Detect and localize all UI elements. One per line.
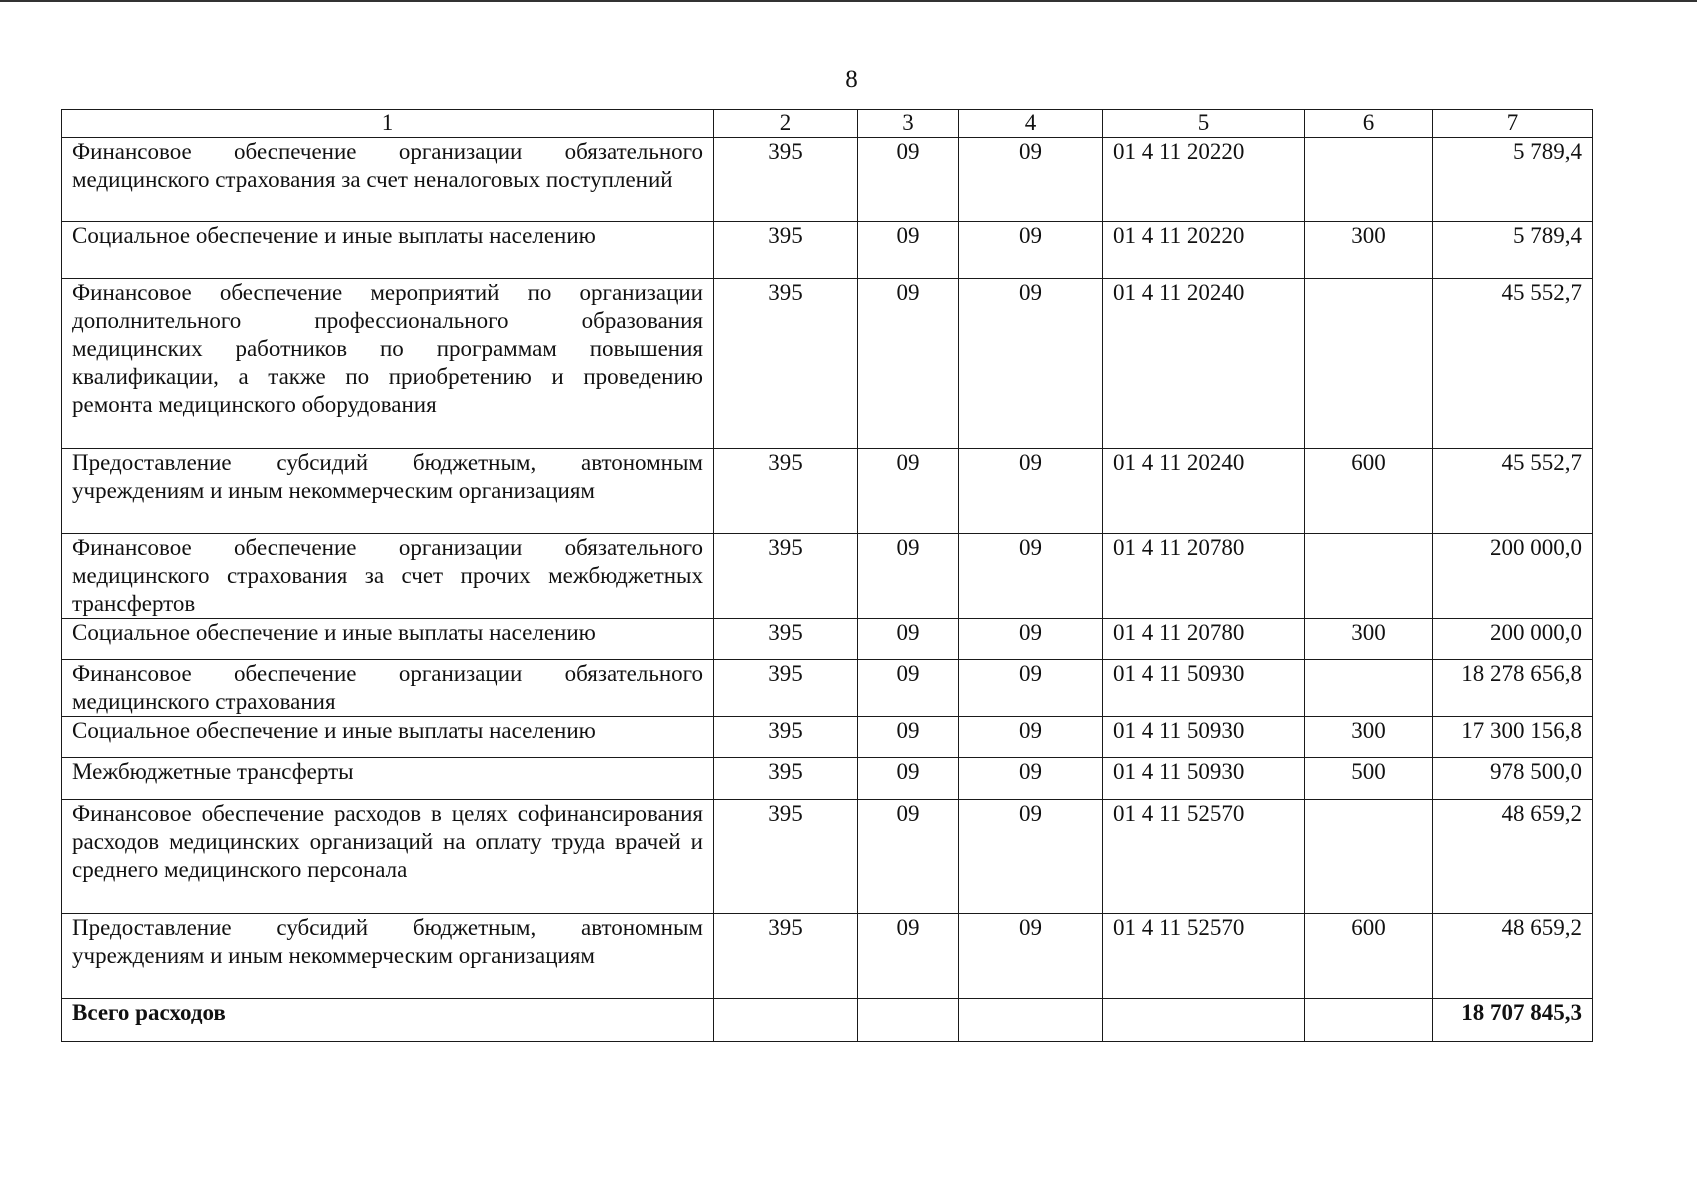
expense-type-cell xyxy=(1305,279,1433,449)
admin-code-cell: 395 xyxy=(714,717,858,758)
target-item-cell: 01 4 11 20780 xyxy=(1103,534,1305,619)
amount-cell: 5 789,4 xyxy=(1433,222,1593,279)
empty-cell xyxy=(1305,999,1433,1042)
row-description: Предоставление субсидий бюджетным, автономным учреждениям и иным некоммерческим организациям xyxy=(62,914,714,999)
expense-type-cell: 600 xyxy=(1305,449,1433,534)
amount-cell: 45 552,7 xyxy=(1433,449,1593,534)
section-cell: 09 xyxy=(858,138,959,222)
section-cell: 09 xyxy=(858,222,959,279)
subsection-cell: 09 xyxy=(959,449,1103,534)
row-description: Социальное обеспечение и иные выплаты населению xyxy=(62,717,714,758)
expense-type-cell xyxy=(1305,534,1433,619)
admin-code-cell: 395 xyxy=(714,914,858,999)
target-item-cell: 01 4 11 52570 xyxy=(1103,914,1305,999)
column-header: 1 xyxy=(62,110,714,138)
target-item-cell: 01 4 11 50930 xyxy=(1103,717,1305,758)
column-header: 5 xyxy=(1103,110,1305,138)
target-item-cell: 01 4 11 20220 xyxy=(1103,222,1305,279)
total-label: Всего расходов xyxy=(62,999,714,1042)
table-row xyxy=(62,914,1593,999)
target-item-cell: 01 4 11 20240 xyxy=(1103,449,1305,534)
column-header: 7 xyxy=(1433,110,1593,138)
expenditure-table xyxy=(61,109,1593,1042)
column-header: 2 xyxy=(714,110,858,138)
admin-code-cell: 395 xyxy=(714,449,858,534)
subsection-cell: 09 xyxy=(959,619,1103,660)
subsection-cell: 09 xyxy=(959,717,1103,758)
subsection-cell: 09 xyxy=(959,138,1103,222)
amount-cell: 200 000,0 xyxy=(1433,534,1593,619)
subsection-cell: 09 xyxy=(959,279,1103,449)
expense-type-cell xyxy=(1305,800,1433,914)
section-cell: 09 xyxy=(858,800,959,914)
subsection-cell: 09 xyxy=(959,800,1103,914)
row-description: Финансовое обеспечение мероприятий по организации дополнительного профессионального образования медицинских работников по программам повышения квалификации, а также по приобретению и проведению ремонта медицинского оборудования xyxy=(62,279,714,449)
section-cell: 09 xyxy=(858,660,959,717)
admin-code-cell: 395 xyxy=(714,222,858,279)
row-description: Финансовое обеспечение организации обязательного медицинского страхования за счет прочих межбюджетных трансфертов xyxy=(62,534,714,619)
column-header: 6 xyxy=(1305,110,1433,138)
table-row xyxy=(62,717,1593,758)
table-row xyxy=(62,619,1593,660)
empty-cell xyxy=(959,999,1103,1042)
admin-code-cell: 395 xyxy=(714,800,858,914)
expense-type-cell: 300 xyxy=(1305,717,1433,758)
row-description: Социальное обеспечение и иные выплаты населению xyxy=(62,619,714,660)
row-description: Межбюджетные трансферты xyxy=(62,758,714,800)
section-cell: 09 xyxy=(858,534,959,619)
total-row xyxy=(62,999,1593,1042)
admin-code-cell: 395 xyxy=(714,534,858,619)
section-cell: 09 xyxy=(858,717,959,758)
amount-cell: 45 552,7 xyxy=(1433,279,1593,449)
table-row xyxy=(62,758,1593,800)
column-header-row xyxy=(62,110,1593,138)
table-row xyxy=(62,800,1593,914)
amount-cell: 200 000,0 xyxy=(1433,619,1593,660)
table-row xyxy=(62,138,1593,222)
section-cell: 09 xyxy=(858,619,959,660)
amount-cell: 48 659,2 xyxy=(1433,800,1593,914)
column-header: 4 xyxy=(959,110,1103,138)
row-description: Финансовое обеспечение организации обязательного медицинского страхования за счет неналоговых поступлений xyxy=(62,138,714,222)
subsection-cell: 09 xyxy=(959,758,1103,800)
table-row xyxy=(62,222,1593,279)
section-cell: 09 xyxy=(858,758,959,800)
column-header: 3 xyxy=(858,110,959,138)
target-item-cell: 01 4 11 50930 xyxy=(1103,758,1305,800)
row-description: Социальное обеспечение и иные выплаты населению xyxy=(62,222,714,279)
subsection-cell: 09 xyxy=(959,222,1103,279)
amount-cell: 5 789,4 xyxy=(1433,138,1593,222)
subsection-cell: 09 xyxy=(959,660,1103,717)
expense-type-cell: 300 xyxy=(1305,222,1433,279)
empty-cell xyxy=(714,999,858,1042)
table-row xyxy=(62,279,1593,449)
expense-type-cell xyxy=(1305,660,1433,717)
empty-cell xyxy=(1103,999,1305,1042)
amount-cell: 48 659,2 xyxy=(1433,914,1593,999)
amount-cell: 978 500,0 xyxy=(1433,758,1593,800)
row-description: Финансовое обеспечение организации обязательного медицинского страхования xyxy=(62,660,714,717)
target-item-cell: 01 4 11 50930 xyxy=(1103,660,1305,717)
table-row xyxy=(62,660,1593,717)
subsection-cell: 09 xyxy=(959,534,1103,619)
section-cell: 09 xyxy=(858,914,959,999)
admin-code-cell: 395 xyxy=(714,758,858,800)
top-scan-edge xyxy=(0,0,1697,2)
expense-type-cell: 300 xyxy=(1305,619,1433,660)
target-item-cell: 01 4 11 52570 xyxy=(1103,800,1305,914)
target-item-cell: 01 4 11 20240 xyxy=(1103,279,1305,449)
section-cell: 09 xyxy=(858,279,959,449)
page-number: 8 xyxy=(845,66,858,93)
table-row xyxy=(62,534,1593,619)
admin-code-cell: 395 xyxy=(714,619,858,660)
expense-type-cell: 600 xyxy=(1305,914,1433,999)
admin-code-cell: 395 xyxy=(714,660,858,717)
empty-cell xyxy=(858,999,959,1042)
subsection-cell: 09 xyxy=(959,914,1103,999)
target-item-cell: 01 4 11 20780 xyxy=(1103,619,1305,660)
admin-code-cell: 395 xyxy=(714,138,858,222)
row-description: Финансовое обеспечение расходов в целях софинансирования расходов медицинских организаций на оплату труда врачей и среднего медицинского персонала xyxy=(62,800,714,914)
expense-type-cell xyxy=(1305,138,1433,222)
expense-type-cell: 500 xyxy=(1305,758,1433,800)
total-amount: 18 707 845,3 xyxy=(1433,999,1593,1042)
amount-cell: 18 278 656,8 xyxy=(1433,660,1593,717)
row-description: Предоставление субсидий бюджетным, автономным учреждениям и иным некоммерческим организациям xyxy=(62,449,714,534)
amount-cell: 17 300 156,8 xyxy=(1433,717,1593,758)
target-item-cell: 01 4 11 20220 xyxy=(1103,138,1305,222)
table-row xyxy=(62,449,1593,534)
section-cell: 09 xyxy=(858,449,959,534)
admin-code-cell: 395 xyxy=(714,279,858,449)
